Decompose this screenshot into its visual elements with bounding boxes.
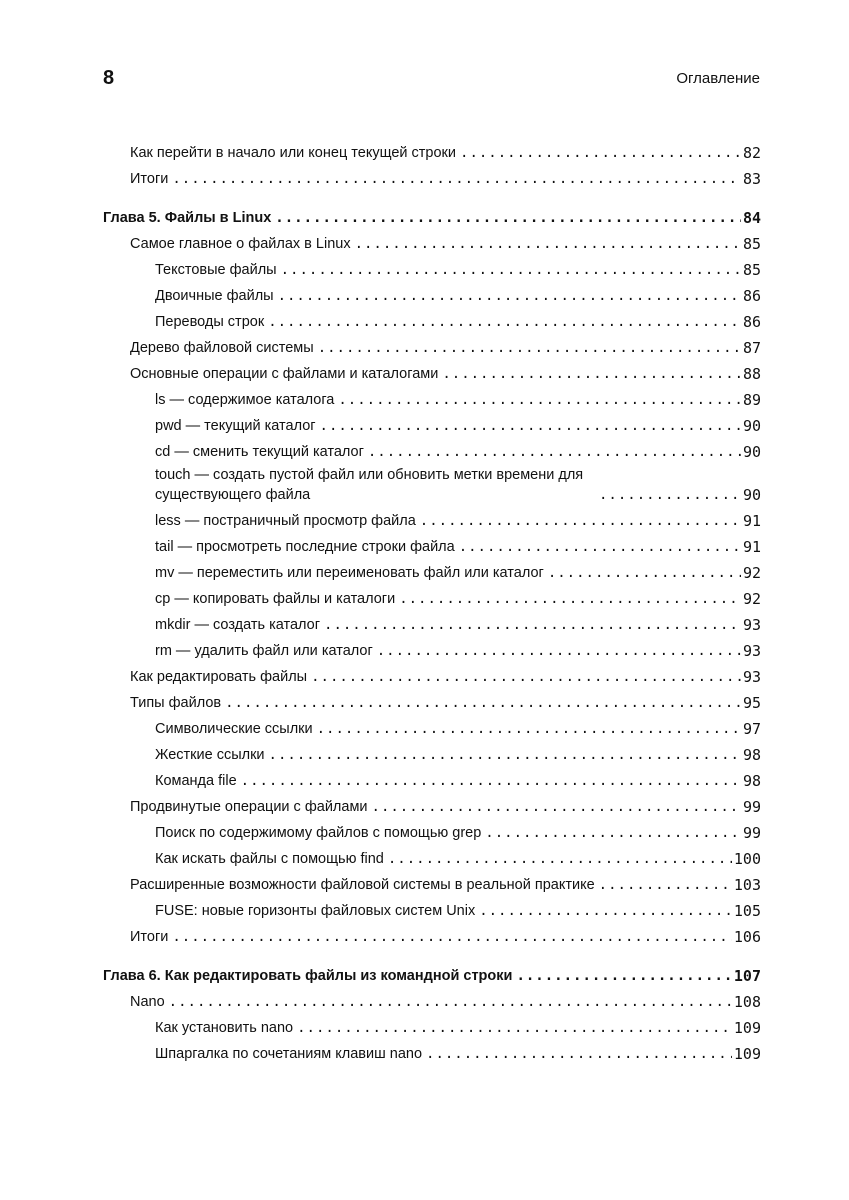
toc-page-number: 91	[742, 538, 761, 556]
toc-row	[103, 690, 761, 716]
toc-page-number: 89	[742, 391, 761, 409]
toc-entry-title: Как перейти в начало или конец текущей строки	[130, 145, 457, 161]
toc-row	[103, 1041, 761, 1067]
toc-page-number: 90	[742, 486, 761, 504]
toc-entry-title: rm — удалить файл или каталог	[155, 643, 373, 659]
toc-dot-leader	[172, 924, 732, 950]
toc-row	[103, 140, 761, 166]
toc-page-number: 91	[742, 512, 761, 530]
toc-entry-title: Как редактировать файлы	[130, 669, 308, 685]
toc-dot-leader	[355, 231, 741, 257]
toc-row	[103, 846, 761, 872]
toc-row	[103, 231, 761, 257]
toc-row	[103, 560, 761, 586]
toc-chapter-row	[103, 205, 761, 231]
toc-dot-leader	[599, 872, 732, 898]
toc-dot-leader	[516, 963, 731, 989]
toc-dot-leader	[420, 508, 741, 534]
toc-page-number: 82	[742, 144, 761, 162]
toc-row	[103, 742, 761, 768]
toc-row	[103, 820, 761, 846]
toc-row	[103, 361, 761, 387]
page-number: 8	[103, 67, 115, 89]
table-of-contents	[103, 140, 761, 1067]
toc-page-number: 106	[733, 928, 761, 946]
toc-entry-title: Шпаргалка по сочетаниям клавиш nano	[155, 1046, 423, 1062]
toc-dot-leader	[426, 1041, 732, 1067]
toc-page-number: 100	[733, 850, 761, 868]
toc-page-number: 85	[742, 235, 761, 253]
toc-page-number: 109	[733, 1045, 761, 1063]
toc-entry-title: mkdir — создать каталог	[155, 617, 321, 633]
toc-page-number: 97	[742, 720, 761, 738]
toc-dot-leader	[172, 166, 741, 192]
toc-page-number: 88	[742, 365, 761, 383]
toc-entry-title: Nano	[130, 994, 165, 1010]
toc-row	[103, 586, 761, 612]
toc-dot-leader	[278, 283, 741, 309]
toc-dot-leader	[377, 638, 741, 664]
toc-row	[103, 638, 761, 664]
toc-entry-title: less — постраничный просмотр файла	[155, 513, 416, 529]
toc-row	[103, 612, 761, 638]
toc-row	[103, 465, 761, 508]
toc-page-number: 87	[742, 339, 761, 357]
toc-entry-title: Типы файлов	[130, 695, 222, 711]
toc-row	[103, 335, 761, 361]
toc-entry-title: cp — копировать файлы и каталоги	[155, 591, 396, 607]
toc-row	[103, 534, 761, 560]
toc-entry-title: Глава 5. Файлы в Linux	[103, 210, 272, 226]
toc-page-number: 108	[733, 993, 761, 1011]
toc-row	[103, 1015, 761, 1041]
toc-entry-title: Глава 6. Как редактировать файлы из командной строки	[103, 968, 513, 984]
toc-page-number: 98	[742, 772, 761, 790]
toc-row	[103, 716, 761, 742]
toc-row	[103, 508, 761, 534]
toc-dot-leader	[225, 690, 741, 716]
toc-dot-leader	[311, 664, 741, 690]
toc-entry-title: Как искать файлы с помощью find	[155, 851, 384, 867]
toc-entry-title: Текстовые файлы	[155, 262, 277, 278]
toc-page-number: 99	[742, 798, 761, 816]
toc-entry-title: Самое главное о файлах в Linux	[130, 236, 351, 252]
toc-page-number: 83	[742, 170, 761, 188]
toc-page-number: 93	[742, 642, 761, 660]
toc-dot-leader	[459, 534, 741, 560]
toc-dot-leader	[485, 820, 741, 846]
toc-entry-title: Расширенные возможности файловой системы в реальной практике	[130, 877, 595, 893]
toc-entry-title: Команда file	[155, 773, 237, 789]
toc-row	[103, 664, 761, 690]
toc-dot-leader	[548, 560, 741, 586]
toc-page-number: 105	[733, 902, 761, 920]
toc-row	[103, 989, 761, 1015]
toc-entry-title: FUSE: новые горизонты файловых систем Unix	[155, 903, 476, 919]
toc-page-number: 93	[742, 616, 761, 634]
toc-row	[103, 309, 761, 335]
toc-page-number: 92	[742, 564, 761, 582]
toc-entry-title: Переводы строк	[155, 314, 265, 330]
toc-page-number: 95	[742, 694, 761, 712]
toc-entry-title: cd — сменить текущий каталог	[155, 444, 364, 460]
toc-dot-leader	[599, 482, 741, 508]
toc-dot-leader	[318, 335, 741, 361]
toc-dot-leader	[399, 586, 741, 612]
toc-entry-title: tail — просмотреть последние строки файла	[155, 539, 455, 555]
toc-page-number: 107	[733, 967, 761, 985]
toc-dot-leader	[275, 205, 741, 231]
toc-entry-title: pwd — текущий каталог	[155, 418, 316, 434]
toc-row	[103, 439, 761, 465]
toc-entry-title: Итоги	[130, 171, 169, 187]
toc-row	[103, 872, 761, 898]
toc-dot-leader	[372, 794, 741, 820]
toc-row	[103, 924, 761, 950]
toc-dot-leader	[442, 361, 741, 387]
toc-entry-title: Итоги	[130, 929, 169, 945]
toc-row	[103, 768, 761, 794]
toc-dot-leader	[368, 439, 741, 465]
toc-dot-leader	[241, 768, 741, 794]
toc-page-number: 90	[742, 417, 761, 435]
toc-dot-leader	[320, 413, 741, 439]
toc-row	[103, 387, 761, 413]
toc-dot-leader	[479, 898, 732, 924]
toc-page-number: 86	[742, 287, 761, 305]
toc-dot-leader	[268, 309, 741, 335]
toc-page-number: 86	[742, 313, 761, 331]
toc-dot-leader	[281, 257, 741, 283]
toc-entry-title: mv — переместить или переименовать файл или каталог	[155, 565, 544, 581]
toc-entry-title: touch — создать пустой файл или обновить метки времени для существующего файла	[155, 467, 584, 503]
toc-dot-leader	[269, 742, 741, 768]
toc-entry-title: Основные операции с файлами и каталогами	[130, 366, 439, 382]
toc-dot-leader	[388, 846, 732, 872]
toc-page-number: 99	[742, 824, 761, 842]
toc-chapter-row	[103, 963, 761, 989]
toc-page-number: 92	[742, 590, 761, 608]
toc-page-number: 109	[733, 1019, 761, 1037]
toc-row	[103, 794, 761, 820]
toc-dot-leader	[297, 1015, 732, 1041]
toc-entry-title: Жесткие ссылки	[155, 747, 265, 763]
toc-dot-leader	[317, 716, 741, 742]
toc-row	[103, 257, 761, 283]
toc-row	[103, 166, 761, 192]
toc-entry-title: Двоичные файлы	[155, 288, 274, 304]
toc-entry-title: Символические ссылки	[155, 721, 313, 737]
toc-dot-leader	[169, 989, 732, 1015]
toc-entry-title: Поиск по содержимому файлов с помощью grep	[155, 825, 482, 841]
toc-entry-title: Как установить nano	[155, 1020, 294, 1036]
toc-row	[103, 413, 761, 439]
toc-entry-title: Дерево файловой системы	[130, 340, 314, 356]
running-header: Оглавление	[676, 70, 760, 87]
toc-dot-leader	[338, 387, 741, 413]
toc-dot-leader	[460, 140, 741, 166]
toc-page-number: 85	[742, 261, 761, 279]
toc-page-number: 98	[742, 746, 761, 764]
toc-page-number: 93	[742, 668, 761, 686]
toc-entry-title: Продвинутые операции с файлами	[130, 799, 368, 815]
toc-page-number: 90	[742, 443, 761, 461]
toc-row	[103, 283, 761, 309]
toc-entry-title: ls — содержимое каталога	[155, 392, 335, 408]
toc-page-number: 84	[742, 209, 761, 227]
toc-dot-leader	[324, 612, 741, 638]
toc-row	[103, 898, 761, 924]
toc-page-number: 103	[733, 876, 761, 894]
